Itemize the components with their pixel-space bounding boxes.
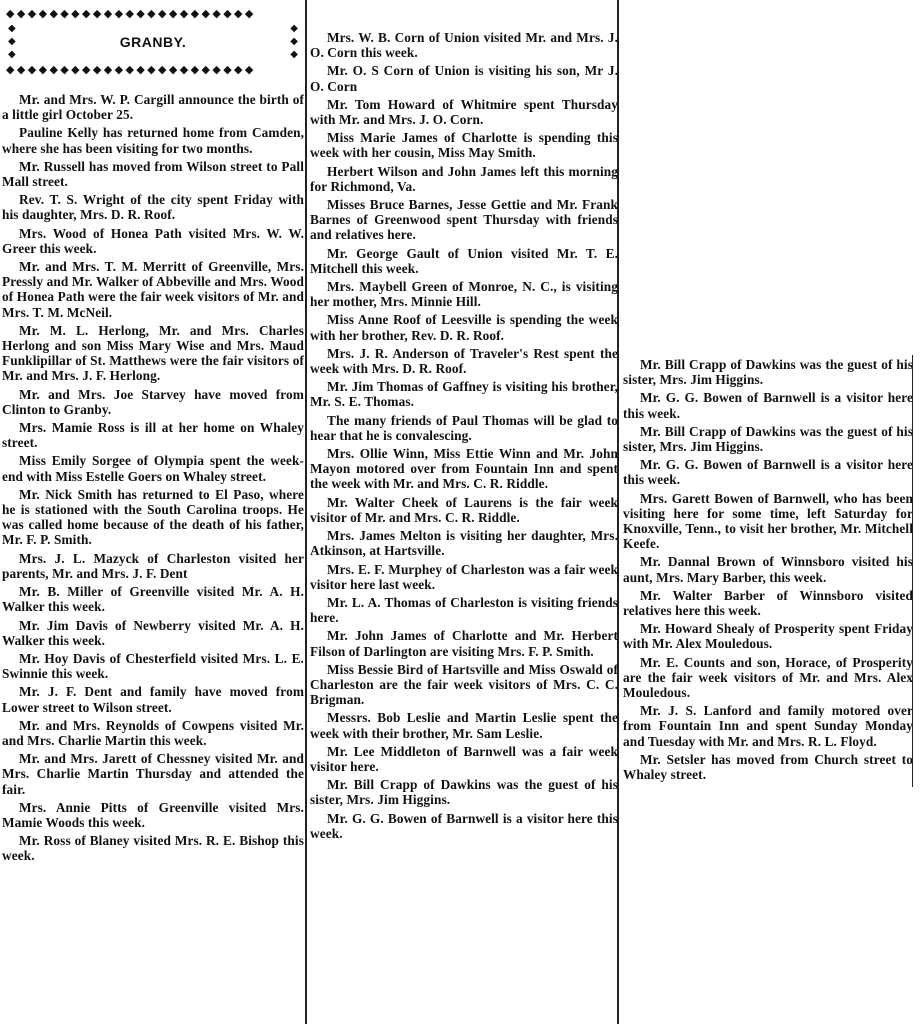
column-1 bbox=[2, 0, 304, 867]
news-item: Mrs. Ollie Winn, Miss Ettie Winn and Mr. John Mayon motored over from Fountain Inn and spent the week with Mr. and Mrs. C. R. Riddle. bbox=[310, 446, 618, 492]
ornament-border-left: ◆ ◆ ◆ bbox=[8, 23, 16, 60]
news-item: Misses Bruce Barnes, Jesse Gettie and Mr. Frank Barnes of Greenwood spent Thursday with friends and relatives here. bbox=[310, 197, 618, 243]
news-item: Miss Bessie Bird of Hartsville and Miss Oswald of Charleston are the fair week visitors of Mrs. C. C. Brigman. bbox=[310, 661, 618, 708]
news-item: Mr. Hoy Davis of Chesterfield visited Mrs. L. E. Swinnie this week. bbox=[2, 650, 304, 682]
ornament-border-top: ◆◆◆◆◆◆◆◆◆◆◆◆◆◆◆◆◆◆◆◆◆◆◆ bbox=[6, 8, 256, 20]
ornament-border-right: ◆ ◆ ◆ bbox=[290, 23, 298, 60]
column-3-items bbox=[623, 357, 913, 782]
news-item: Mrs. Annie Pitts of Greenville visited Mrs. Mamie Woods this week. bbox=[2, 799, 304, 830]
news-item: Mrs. E. F. Murphey of Charleston was a fair week visitor here last week. bbox=[310, 561, 618, 592]
news-item: Mr. George Gault of Union visited Mr. T. E. Mitchell this week. bbox=[310, 245, 618, 276]
news-item: Mrs. J. R. Anderson of Traveler's Rest spent the week with Mrs. D. R. Roof. bbox=[310, 345, 618, 377]
news-item: Mrs. J. L. Mazyck of Charleston visited her parents, Mr. and Mrs. J. F. Dent bbox=[2, 550, 304, 581]
news-item: Mr. G. G. Bowen of Barnwell is a visitor here this week. bbox=[310, 810, 618, 841]
news-item: Mr. Howard Shealy of Prosperity spent Friday with Mr. Alex Mouledous. bbox=[623, 621, 913, 652]
news-item: Mr. L. A. Thomas of Charleston is visiting friends here. bbox=[310, 594, 618, 626]
news-item: Mr. Russell has moved from Wilson street to Pall Mall street. bbox=[2, 158, 304, 190]
news-item: Mr. Lee Middleton of Barnwell was a fair week visitor here. bbox=[310, 743, 618, 774]
news-item: Mr. Bill Crapp of Dawkins was the guest of his sister, Mrs. Jim Higgins. bbox=[623, 357, 913, 388]
news-item: Mr. J. F. Dent and family have moved from Lower street to Wilson street. bbox=[2, 684, 304, 715]
news-item: Miss Anne Roof of Leesville is spending the week with her brother, Rev. D. R. Roof. bbox=[310, 312, 618, 343]
news-item: Mr. G. G. Bowen of Barnwell is a visitor here this week. bbox=[623, 390, 913, 421]
news-item: Mrs. Mamie Ross is ill at her home on Whaley street. bbox=[2, 420, 304, 451]
news-item: Mr. Bill Crapp of Dawkins was the guest of his sister, Mrs. Jim Higgins. bbox=[623, 423, 913, 455]
news-item: Miss Emily Sorgee of Olympia spent the week-end with Miss Estelle Goers on Whaley street. bbox=[2, 453, 304, 484]
column-rule-1 bbox=[305, 0, 307, 1024]
news-item: Rev. T. S. Wright of the city spent Friday with his daughter, Mrs. D. R. Roof. bbox=[2, 192, 304, 223]
news-item: Mr. J. S. Lanford and family motored over from Fountain Inn and spent Sunday Monday and Tuesday with Mr. and Mrs. R. L. Floyd. bbox=[623, 703, 913, 749]
news-item: Mr. O. S Corn of Union is visiting his son, Mr J. O. Corn bbox=[310, 63, 618, 94]
news-item: Mrs. Wood of Honea Path visited Mrs. W. W. Greer this week. bbox=[2, 225, 304, 256]
news-item: Mr. Setsler has moved from Church street to Whaley street. bbox=[623, 751, 913, 783]
news-item: The many friends of Paul Thomas will be glad to hear that he is convalescing. bbox=[310, 412, 618, 443]
news-item: Mr. Ross of Blaney visited Mrs. R. E. Bishop this week. bbox=[2, 833, 304, 864]
news-item: Mr. and Mrs. W. P. Cargill announce the birth of a little girl October 25. bbox=[2, 92, 304, 123]
news-item: Mr. Walter Cheek of Laurens is the fair week visitor of Mr. and Mrs. C. R. Riddle. bbox=[310, 494, 618, 525]
news-item: Mrs. W. B. Corn of Union visited Mr. and Mrs. J. O. Corn this week. bbox=[310, 30, 618, 61]
news-item: Herbert Wilson and John James left this morning for Richmond, Va. bbox=[310, 163, 618, 194]
news-item: Mr. M. L. Herlong, Mr. and Mrs. Charles Herlong and son Miss Mary Wise and Mrs. Maud Funklipillar of St. Matthews were the fair visitors of Mr. and Mrs. J. F. Herlong. bbox=[2, 322, 304, 384]
news-item: Mrs. Maybell Green of Monroe, N. C., is visiting her mother, Mrs. Minnie Hill. bbox=[310, 279, 618, 310]
section-title: GRANBY. bbox=[119, 34, 187, 50]
news-item: Mr. Nick Smith has returned to El Paso, where he is stationed with the South Carolina troops. He was called home because of the death of his father, Mr. F. P. Smith. bbox=[2, 486, 304, 548]
column-1-items bbox=[2, 92, 304, 864]
news-item: Mr. Jim Thomas of Gaffney is visiting his brother, Mr. S. E. Thomas. bbox=[310, 379, 618, 410]
news-item: Messrs. Bob Leslie and Martin Leslie spent the week with their brother, Mr. Sam Leslie. bbox=[310, 710, 618, 741]
news-item: Mr. and Mrs. Reynolds of Cowpens visited Mr. and Mrs. Charlie Martin this week. bbox=[2, 717, 304, 748]
news-item: Mr. G. G. Bowen of Barnwell is a visitor here this week. bbox=[623, 457, 913, 488]
news-item: Mr. and Mrs. T. M. Merritt of Greenville, Mrs. Pressly and Mr. Walker of Abbeville and Mrs. Wood of Honea Path were the fair week visitors of Mr. and Mrs. T. M. McNeil. bbox=[2, 259, 304, 320]
news-item: Pauline Kelly has returned home from Camden, where she has been visiting for two months. bbox=[2, 125, 304, 156]
news-item: Mr. Bill Crapp of Dawkins was the guest of his sister, Mrs. Jim Higgins. bbox=[310, 777, 618, 808]
news-item: Mr. Jim Davis of Newberry visited Mr. A. H. Walker this week. bbox=[2, 617, 304, 648]
news-item: Mr. E. Counts and son, Horace, of Prosperity are the fair week visitors of Mr. and Mrs. Alex Mouledous. bbox=[623, 654, 913, 701]
news-item: Mr. John James of Charlotte and Mr. Herbert Filson of Darlington are visiting Mrs. F. P. Smith. bbox=[310, 628, 618, 659]
news-item: Mr. B. Miller of Greenville visited Mr. A. H. Walker this week. bbox=[2, 584, 304, 615]
news-item: Mrs. Garett Bowen of Barnwell, who has been visiting here for some time, left Saturday for Knoxville, Tenn., to visit her brother, Mr. Mitchell Keefe. bbox=[623, 490, 913, 552]
news-item: Mr. Walter Barber of Winnsboro visited relatives here this week. bbox=[623, 587, 913, 619]
news-item: Mr. and Mrs. Jarett of Chessney visited Mr. and Mrs. Charlie Martin Thursday and attended the fair. bbox=[2, 751, 304, 797]
news-item: Miss Marie James of Charlotte is spending this week with her cousin, Miss May Smith. bbox=[310, 130, 618, 161]
news-item: Mr. and Mrs. Joe Starvey have moved from Clinton to Granby. bbox=[2, 386, 304, 417]
column-2-items bbox=[310, 30, 618, 841]
news-item: Mr. Tom Howard of Whitmire spent Thursday with Mr. and Mrs. J. O. Corn. bbox=[310, 96, 618, 128]
news-item: Mr. Dannal Brown of Winnsboro visited his aunt, Mrs. Mary Barber, this week. bbox=[623, 554, 913, 585]
news-item: Mrs. James Melton is visiting her daughter, Mrs. Atkinson, at Hartsville. bbox=[310, 528, 618, 559]
column-2 bbox=[310, 30, 618, 844]
ornament-border-bottom: ◆◆◆◆◆◆◆◆◆◆◆◆◆◆◆◆◆◆◆◆◆◆◆ bbox=[6, 64, 256, 76]
section-heading-box bbox=[2, 0, 304, 78]
column-3 bbox=[623, 357, 913, 785]
